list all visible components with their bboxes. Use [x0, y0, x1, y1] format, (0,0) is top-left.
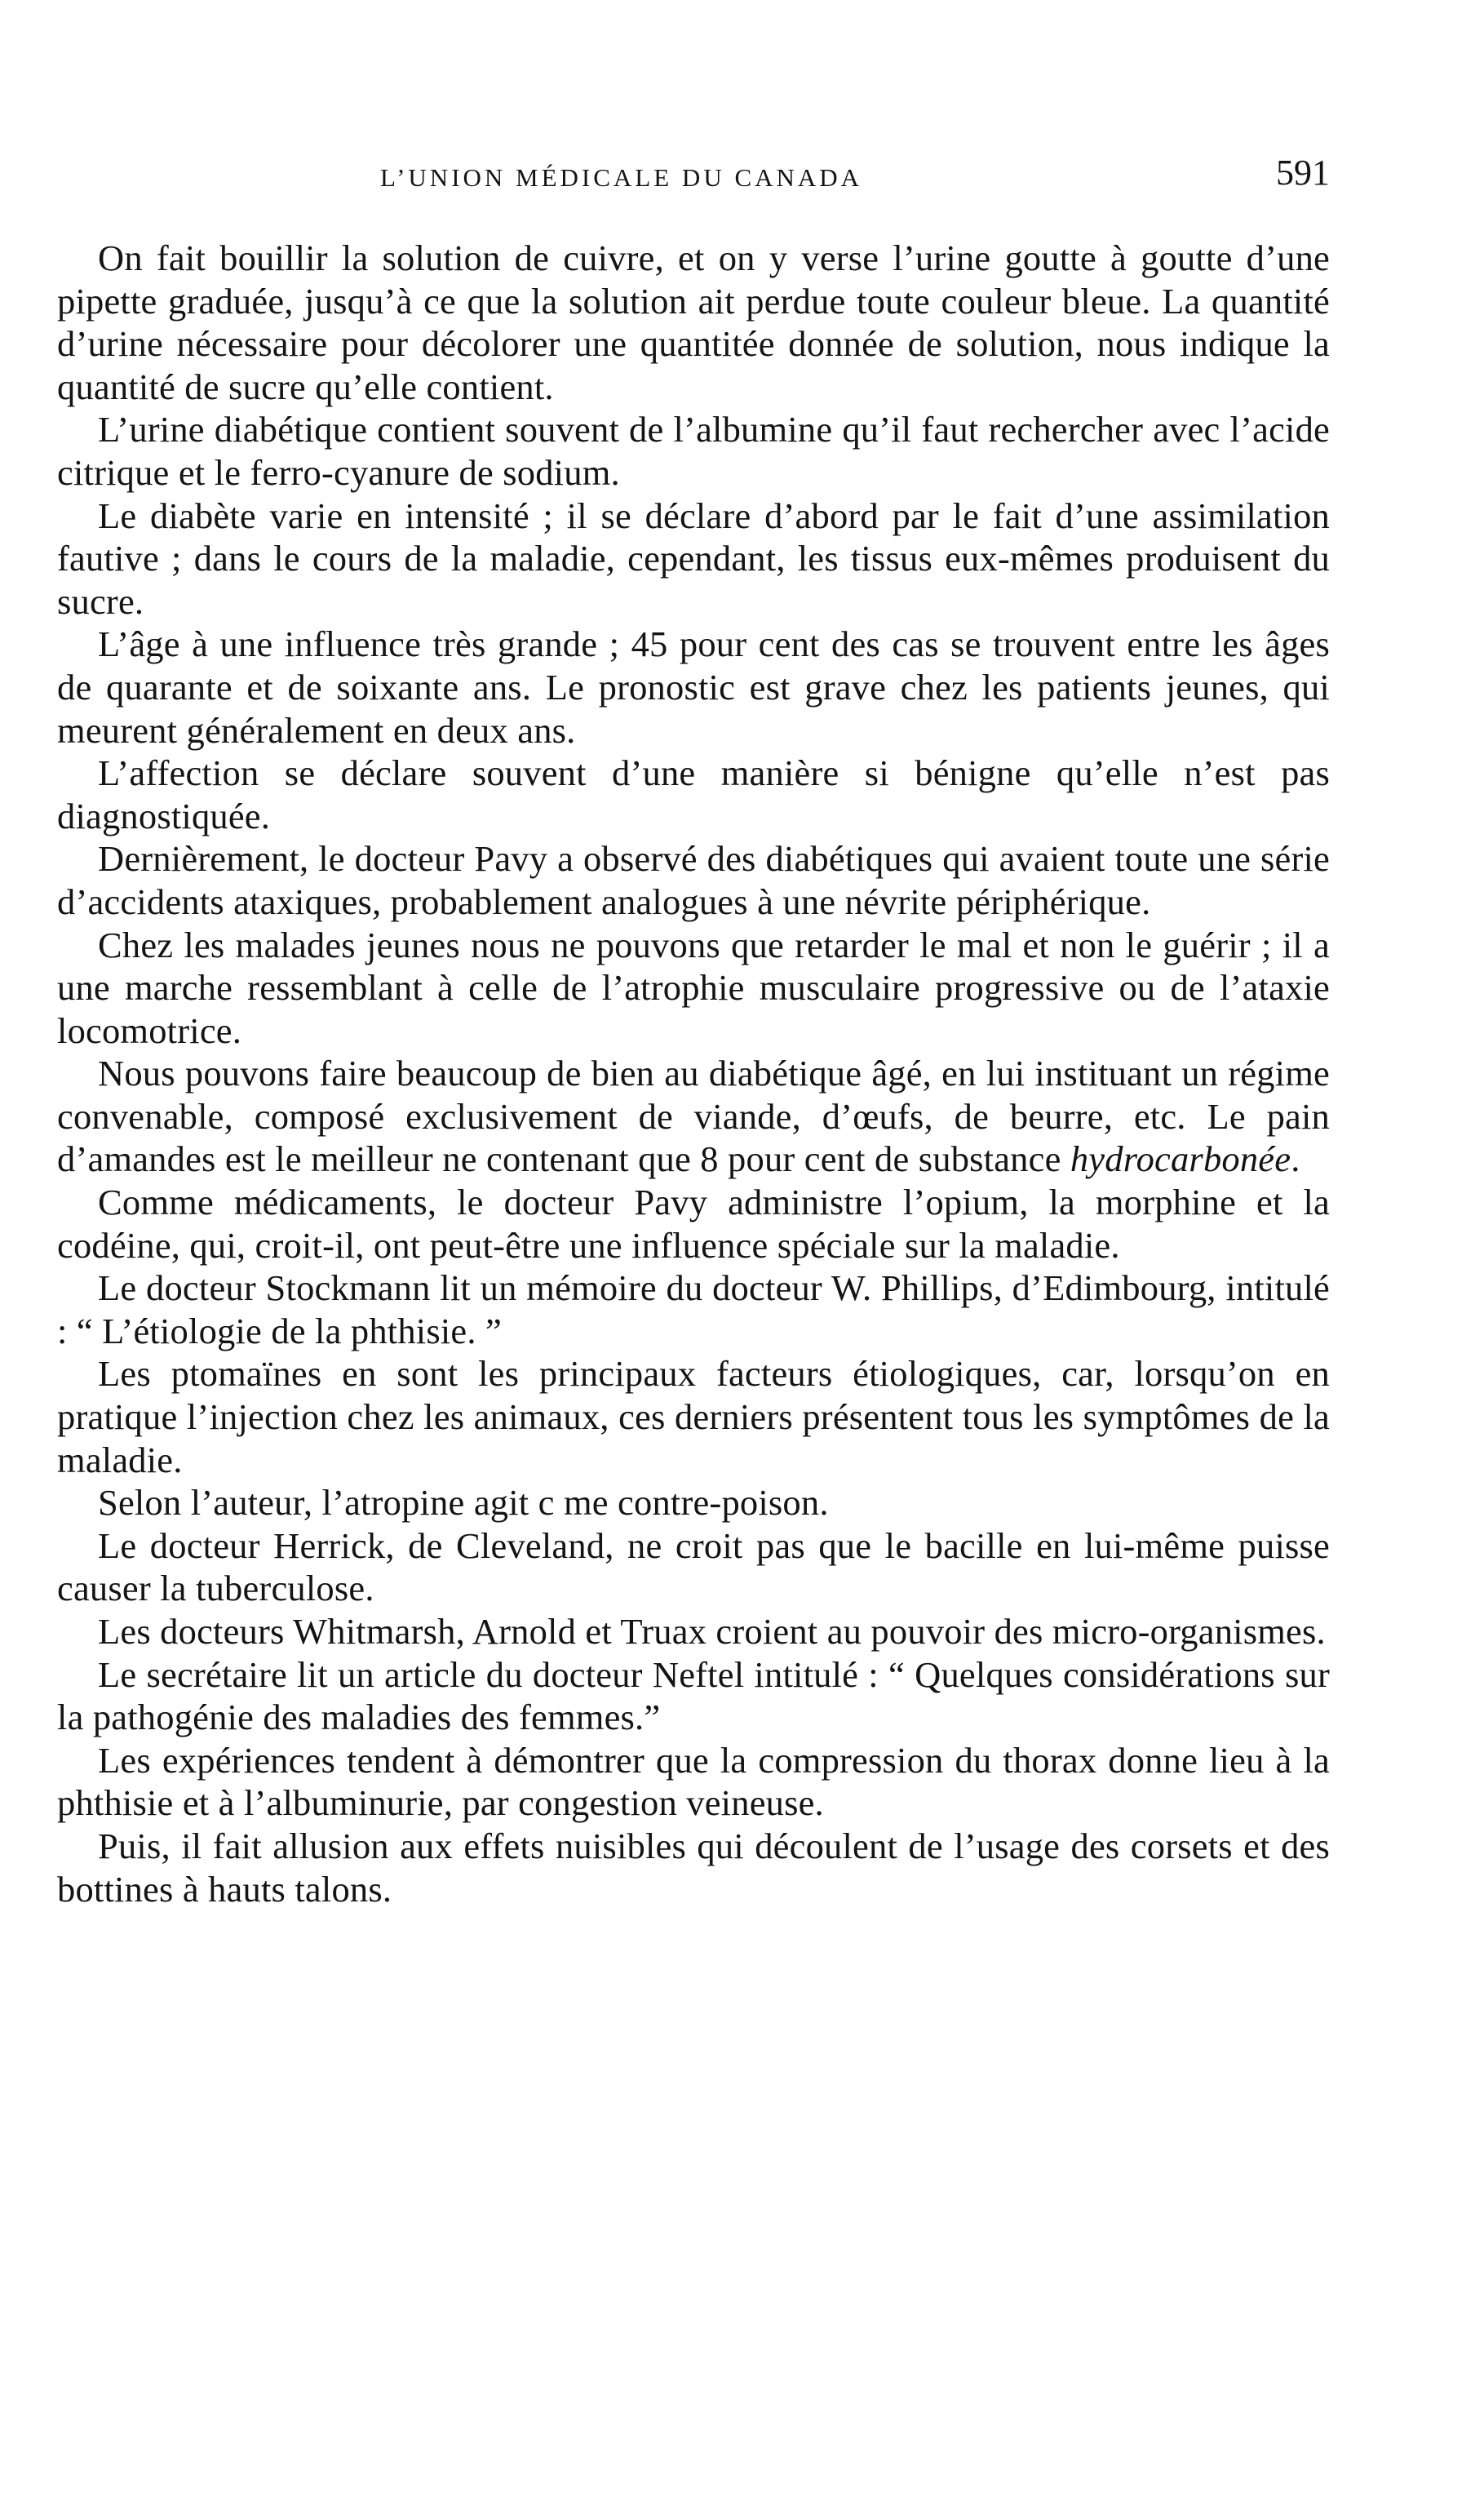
- paragraph-albumin: L’urine diabétique contient souvent de l’albumine qu’il faut rechercher avec l’acide citrique et le ferro-cyanure de sodium.: [57, 409, 1330, 493]
- paragraph-ptomaines: Les ptomaïnes en sont les principaux facteurs étiologiques, car, lorsqu’on en pratique l’injection chez les animaux, ces derniers présentent tous les symptômes de la maladie.: [57, 1353, 1330, 1480]
- paragraph-pavy-ataxia: Dernièrement, le docteur Pavy a observé des diabétiques qui avaient toute une série d’accidents ataxiques, probablement analogues à une névrite périphérique.: [57, 838, 1330, 922]
- paragraph-urine-test: On fait bouillir la solution de cuivre, et on y verse l’urine goutte à goutte d’une pipette graduée, jusqu’à ce que la solution ait perdue toute couleur bleue. La quantité d’urine nécessaire pour décolorer une quantitée donnée de solution, nous indique la quantité de sucre qu’elle contient.: [57, 237, 1330, 407]
- paragraph-micro-organisms: Les docteurs Whitmarsh, Arnold et Truax croient au pouvoir des micro-organismes.: [98, 1611, 1326, 1652]
- paragraph-corsets: Puis, il fait allusion aux effets nuisibles qui découlent de l’usage des corsets et des bottines à hauts talons.: [57, 1825, 1330, 1910]
- paragraph-diet-text: Nous pouvons faire beaucoup de bien au diabétique âgé, en lui instituant un régime convenable, composé exclusivement de viande, d’œufs, de beurre, etc. Le pain d’amandes est le meilleur ne contenant que 8 pour cent de substance: [57, 1053, 1330, 1180]
- paragraph-diet-italic: hydrocarbonée: [1070, 1138, 1291, 1180]
- paragraph-diet-end: .: [1291, 1138, 1300, 1180]
- running-head: [57, 152, 1330, 201]
- paragraph-medications: Comme médicaments, le docteur Pavy administre l’opium, la morphine et la codéine, qui, croit-il, ont peut-être une influence spéciale sur la maladie.: [57, 1182, 1330, 1266]
- paragraph-atropine: Selon l’auteur, l’atropine agit c me contre-poison.: [98, 1482, 829, 1524]
- paragraph-diabetes-intensity: Le diabète varie en intensité ; il se déclare d’abord par le fait d’une assimilation fautive ; dans le cours de la maladie, cependant, les tissus eux-mêmes produisent du sucre.: [57, 495, 1330, 622]
- paragraph-young-patients: Chez les malades jeunes nous ne pouvons que retarder le mal et non le guérir ; il a une marche ressemblant à celle de l’atrophie musculaire progressive ou de l’ataxie locomotrice.: [57, 924, 1330, 1051]
- paragraph-benign: L’affection se déclare souvent d’une manière si bénigne qu’elle n’est pas diagnostiquée.: [57, 752, 1330, 836]
- page-number: 591: [1276, 153, 1330, 193]
- journal-title: L’UNION MÉDICALE DU CANADA: [380, 163, 863, 192]
- paragraph-age: L’âge à une influence très grande ; 45 pour cent des cas se trouvent entre les âges de quarante et de soixante ans. Le pronostic est grave chez les patients jeunes, qui meurent généralement en deux ans.: [57, 623, 1330, 751]
- paragraph-diet: [57, 1052, 1330, 1181]
- paragraph-herrick: Le docteur Herrick, de Cleveland, ne croit pas que le bacille en lui-même puisse causer la tuberculose.: [57, 1524, 1330, 1609]
- paragraph-compression: Les expériences tendent à démontrer que la compression du thorax donne lieu à la phthisie et à l’albuminurie, par congestion veineuse.: [57, 1739, 1330, 1824]
- paragraph-neftel: Le secrétaire lit un article du docteur Neftel intitulé : “ Quelques considérations sur la pathogénie des maladies des femmes.”: [57, 1653, 1330, 1738]
- article-body: [57, 237, 1330, 1910]
- paragraph-stockmann: Le docteur Stockmann lit un mémoire du docteur W. Phillips, d’Edimbourg, intitulé : “ L’étiologie de la phthisie. ”: [57, 1267, 1330, 1351]
